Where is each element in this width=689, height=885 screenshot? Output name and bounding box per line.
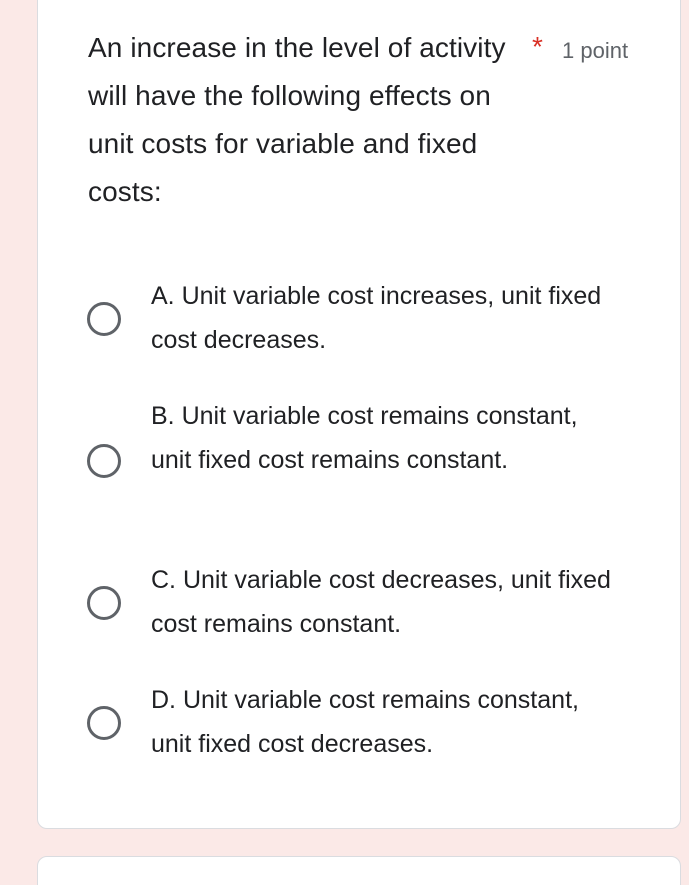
option-c[interactable] xyxy=(87,558,647,648)
option-d[interactable] xyxy=(87,678,647,768)
option-d-label: D. Unit variable cost remains constant, unit fixed cost decreases. xyxy=(151,686,579,758)
option-a-label: A. Unit variable cost increases, unit fixed cost decreases. xyxy=(151,282,602,354)
radio-button-c[interactable] xyxy=(87,586,121,620)
option-b[interactable] xyxy=(87,394,647,528)
radio-button-a[interactable] xyxy=(87,302,121,336)
radio-button-d[interactable] xyxy=(87,706,121,740)
next-question-card xyxy=(37,856,681,885)
option-b-label: B. Unit variable cost remains constant, unit fixed cost remains constant. xyxy=(151,402,578,474)
required-indicator: * xyxy=(532,31,543,62)
option-a[interactable] xyxy=(87,274,647,364)
points-label: 1 point xyxy=(562,38,629,63)
question-card xyxy=(37,0,681,829)
radio-button-b[interactable] xyxy=(87,444,121,478)
option-c-label: C. Unit variable cost decreases, unit fixed cost remains constant. xyxy=(151,566,611,638)
question-title: An increase in the level of activity will have the following effects on unit costs for variable and fixed costs: xyxy=(88,32,506,207)
